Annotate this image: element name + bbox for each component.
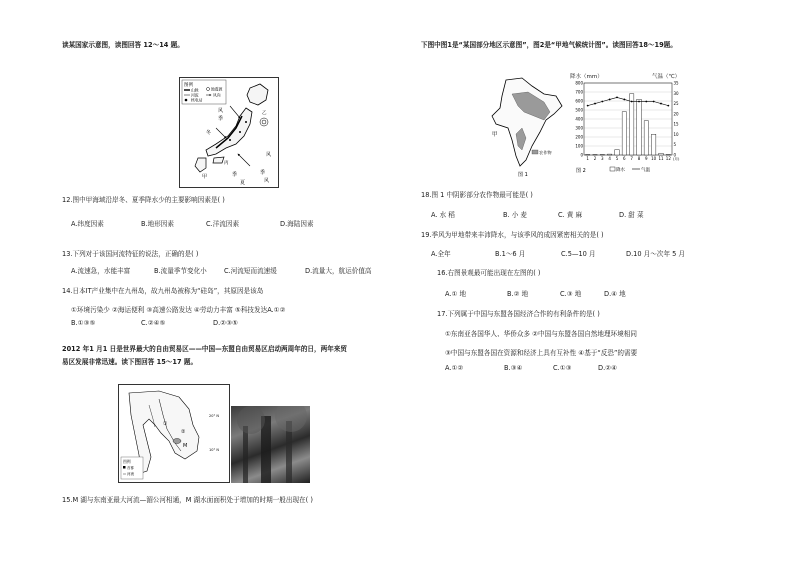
climate-svg (570, 79, 690, 179)
precip-bar (622, 112, 626, 155)
map1-label-bing: 丙 (224, 161, 229, 166)
precip-bar (607, 154, 611, 155)
precip-bar (629, 94, 633, 155)
q18-option-c[interactable]: C. 黄 麻 (558, 211, 583, 219)
y-tick-label: 100 (575, 143, 583, 149)
map2-label-2: ② (181, 429, 186, 435)
q19-option-b[interactable]: B.1～6 月 (495, 250, 526, 258)
y2-tick-label: 30 (673, 90, 679, 96)
x-tick-label: 3 (601, 156, 604, 161)
y2-tick-label: 15 (673, 121, 679, 127)
q17-option-c[interactable]: C.①③ (553, 364, 572, 372)
japan-map-svg (180, 78, 278, 187)
map2-lat-20: 20° N (209, 414, 219, 418)
map1-label-jia: 甲 (202, 174, 208, 180)
temp-point (667, 105, 669, 107)
legend-nuclear: 核电站 (191, 97, 203, 103)
q12-option-a[interactable]: A.纬度因素 (71, 220, 104, 228)
y2-tick-label: 10 (673, 131, 679, 137)
q16-option-a[interactable]: A.① 地 (445, 290, 467, 298)
x-tick-label: 9 (645, 156, 648, 161)
japan-map (179, 77, 279, 188)
y-tick-label: 800 (575, 80, 583, 86)
map1-label-feng1: 风 (218, 108, 224, 114)
q12-stem: 12.图中甲海域沿岸冬、夏季降水少的主要影响因素是( ) (62, 196, 225, 204)
q19-option-d[interactable]: D.10 月～次年 5 月 (626, 250, 686, 258)
fig2-ylabel-right: 气温（℃） (652, 74, 681, 80)
x-tick-label: 1 (586, 156, 589, 161)
temp-point (601, 101, 603, 103)
q17-statements-2: ③中国与东盟各国在资源和经济上具有互补性 ④基于“反恐”的需要 (445, 349, 638, 357)
fig2-ylabel-left: 降水（mm） (570, 74, 603, 80)
x-tick-label: 5 (615, 156, 619, 161)
q17-statements-1: ①东南亚各国华人、华侨众多 ②中国与东盟各国自然地理环境相同 (445, 330, 637, 338)
forest-photo (231, 406, 310, 483)
intro-15-17-line2: 易区发展非常迅速。读下图回答 15～17 题。 (62, 358, 198, 366)
map1-label-yi: 乙 (262, 111, 267, 116)
forest-photo-svg (231, 406, 310, 483)
map1-label-ji2: 季 (232, 172, 238, 178)
q13-option-c[interactable]: C.河流短而流速缓 (224, 267, 277, 275)
temp-point (594, 103, 596, 105)
map1-label-ji3: 季 (260, 170, 266, 176)
q12-option-b[interactable]: B.地形因素 (141, 220, 174, 228)
temp-line (588, 97, 669, 105)
legend-precip-label: 降水 (616, 168, 625, 173)
map2-label-1: ① (163, 421, 168, 427)
map1-legend-title: 图例 (184, 83, 193, 88)
precip-bar (651, 134, 655, 155)
precip-bar (659, 153, 663, 155)
map1-label-ji1: 季 (218, 116, 224, 122)
y2-tick-label: 5 (673, 142, 677, 148)
legend-mountain: 山脉 (191, 87, 199, 93)
q12-option-d[interactable]: D.海陆因素 (280, 220, 314, 228)
q14-statements: ①环境污染少 ②海运便利 ③高速公路发达 ④劳动力丰富 ⑤科技发达A.①② (71, 306, 286, 314)
y-tick-label: 500 (575, 107, 583, 113)
y2-tick-label: 0 (673, 152, 677, 158)
y2-tick-label: 35 (673, 80, 679, 86)
q14-option-c[interactable]: C.②④⑤ (141, 319, 166, 327)
x-tick-label: 10 (651, 156, 657, 161)
sea-map-svg (119, 385, 229, 482)
q17-option-b[interactable]: B.③④ (504, 364, 523, 372)
fig2-caption: 图 2 (576, 168, 586, 174)
y-tick-label: 300 (575, 125, 583, 131)
q14-option-d[interactable]: D.②③⑤ (213, 319, 238, 327)
map1-label-feng2: 风 (266, 152, 272, 158)
q14-option-b[interactable]: B.①③⑤ (71, 319, 96, 327)
legend-wind: 风向 (213, 92, 221, 98)
q19-option-c[interactable]: C.5—10 月 (561, 250, 596, 258)
q13-stem: 13.下列对于该国河流特征的说法，正确的是( ) (62, 250, 199, 258)
map2-legend-river: 河流 (127, 472, 134, 476)
map2-label-m: M (183, 443, 188, 449)
x-tick-label: 7 (630, 156, 633, 161)
x-unit-label: (月) (673, 157, 680, 161)
q16-stem: 16.右图景观最可能出现在左图的( ) (437, 269, 541, 277)
fig2-climate-chart (570, 73, 690, 180)
legend-quake: 地震源 (211, 86, 223, 92)
intro-18-19: 下图中图1是“某国部分地区示意图”，图2是“甲地气候统计图”。读图回答18～19题。 (421, 41, 677, 49)
q16-option-c[interactable]: C.③ 地 (560, 290, 582, 298)
x-tick-label: 2 (593, 156, 597, 161)
fig1-legend: 农作物 (539, 150, 552, 155)
q19-stem: 19.季风为甲地带来丰沛降水，与该季风的成因紧密相关的是( ) (421, 231, 604, 239)
q17-stem: 17.下列属于中国与东盟各国经济合作的有利条件的是( ) (437, 310, 600, 318)
intro-15-17-line1: 2012 年1 月1 日是世界最大的自由贸易区——中国—东盟自由贸易区启动两周年的日，两年来贸 (62, 345, 347, 353)
x-tick-label: 4 (608, 156, 611, 161)
temp-point (623, 99, 625, 101)
temp-point (645, 101, 647, 103)
temp-point (653, 101, 655, 103)
temp-point (609, 99, 611, 101)
y2-tick-label: 25 (673, 101, 679, 107)
q18-option-a[interactable]: A. 水 稻 (431, 211, 455, 219)
map2-lat-10: 10° N (209, 448, 219, 452)
q14-stem: 14.日本IT产业集中在九州岛，故九州岛被称为“硅岛”，其原因是该岛 (62, 287, 264, 295)
temp-point (616, 97, 618, 99)
q13-option-a[interactable]: A.流速急，水能丰富 (71, 267, 131, 275)
q17-option-a[interactable]: A.①② (445, 364, 464, 372)
map1-label-xia: 夏 (240, 180, 246, 186)
x-tick-label: 8 (637, 156, 641, 161)
x-tick-label: 6 (623, 156, 626, 161)
q16-option-d[interactable]: D.④ 地 (604, 290, 626, 298)
sea-map (118, 384, 230, 483)
intro-12-14: 读某国家示意图，读图回答 12～14 题。 (62, 41, 184, 49)
q13-option-b[interactable]: B.流量季节变化小 (154, 267, 207, 275)
fig1-map-svg (488, 76, 566, 180)
legend-temp-label: 气温 (641, 168, 650, 173)
map1-label-feng3: 风 (264, 178, 270, 184)
y-tick-label: 600 (575, 98, 583, 104)
y-tick-label: 400 (575, 116, 583, 122)
q18-stem: 18.图 1 中阴影部分农作物最可能是( ) (421, 191, 533, 199)
q18-option-b[interactable]: B. 小 麦 (503, 211, 527, 219)
q12-option-c[interactable]: C.洋流因素 (206, 220, 240, 228)
q15-stem: 15.M 湖与东南亚最大河流—湄公河相通，M 湖水面面积处于增加的时期一般出现在( ) (62, 496, 313, 504)
q19-option-a[interactable]: A.全年 (431, 250, 451, 258)
q17-option-d[interactable]: D.②④ (598, 364, 617, 372)
map1-label-dong: 冬 (206, 130, 212, 136)
precip-bar (615, 150, 619, 155)
temp-point (587, 105, 589, 107)
precip-bar (644, 121, 648, 155)
y-tick-label: 200 (575, 134, 583, 140)
q18-option-d[interactable]: D. 甜 菜 (619, 211, 644, 219)
x-tick-label: 12 (665, 156, 671, 161)
temp-point (631, 101, 633, 103)
x-tick-label: 11 (658, 156, 664, 161)
map2-legend-title: 图例 (123, 459, 131, 464)
fig1-label-jia: 甲 (492, 132, 498, 138)
q13-option-d[interactable]: D.流量大，航运价值高 (305, 267, 372, 275)
q16-option-b[interactable]: B.② 地 (507, 290, 529, 298)
map2-legend-capital: 首都 (127, 466, 134, 470)
y-tick-label: 700 (575, 89, 583, 95)
legend-river: 河流 (191, 92, 199, 98)
fig1-map (488, 76, 566, 180)
y2-tick-label: 20 (673, 111, 679, 117)
temp-point (638, 101, 640, 103)
legend-precip-swatch (610, 167, 615, 171)
y-tick-label: 0 (580, 152, 583, 158)
precip-bar (637, 99, 641, 155)
fig1-caption: 图 1 (518, 172, 528, 178)
temp-point (660, 103, 662, 105)
